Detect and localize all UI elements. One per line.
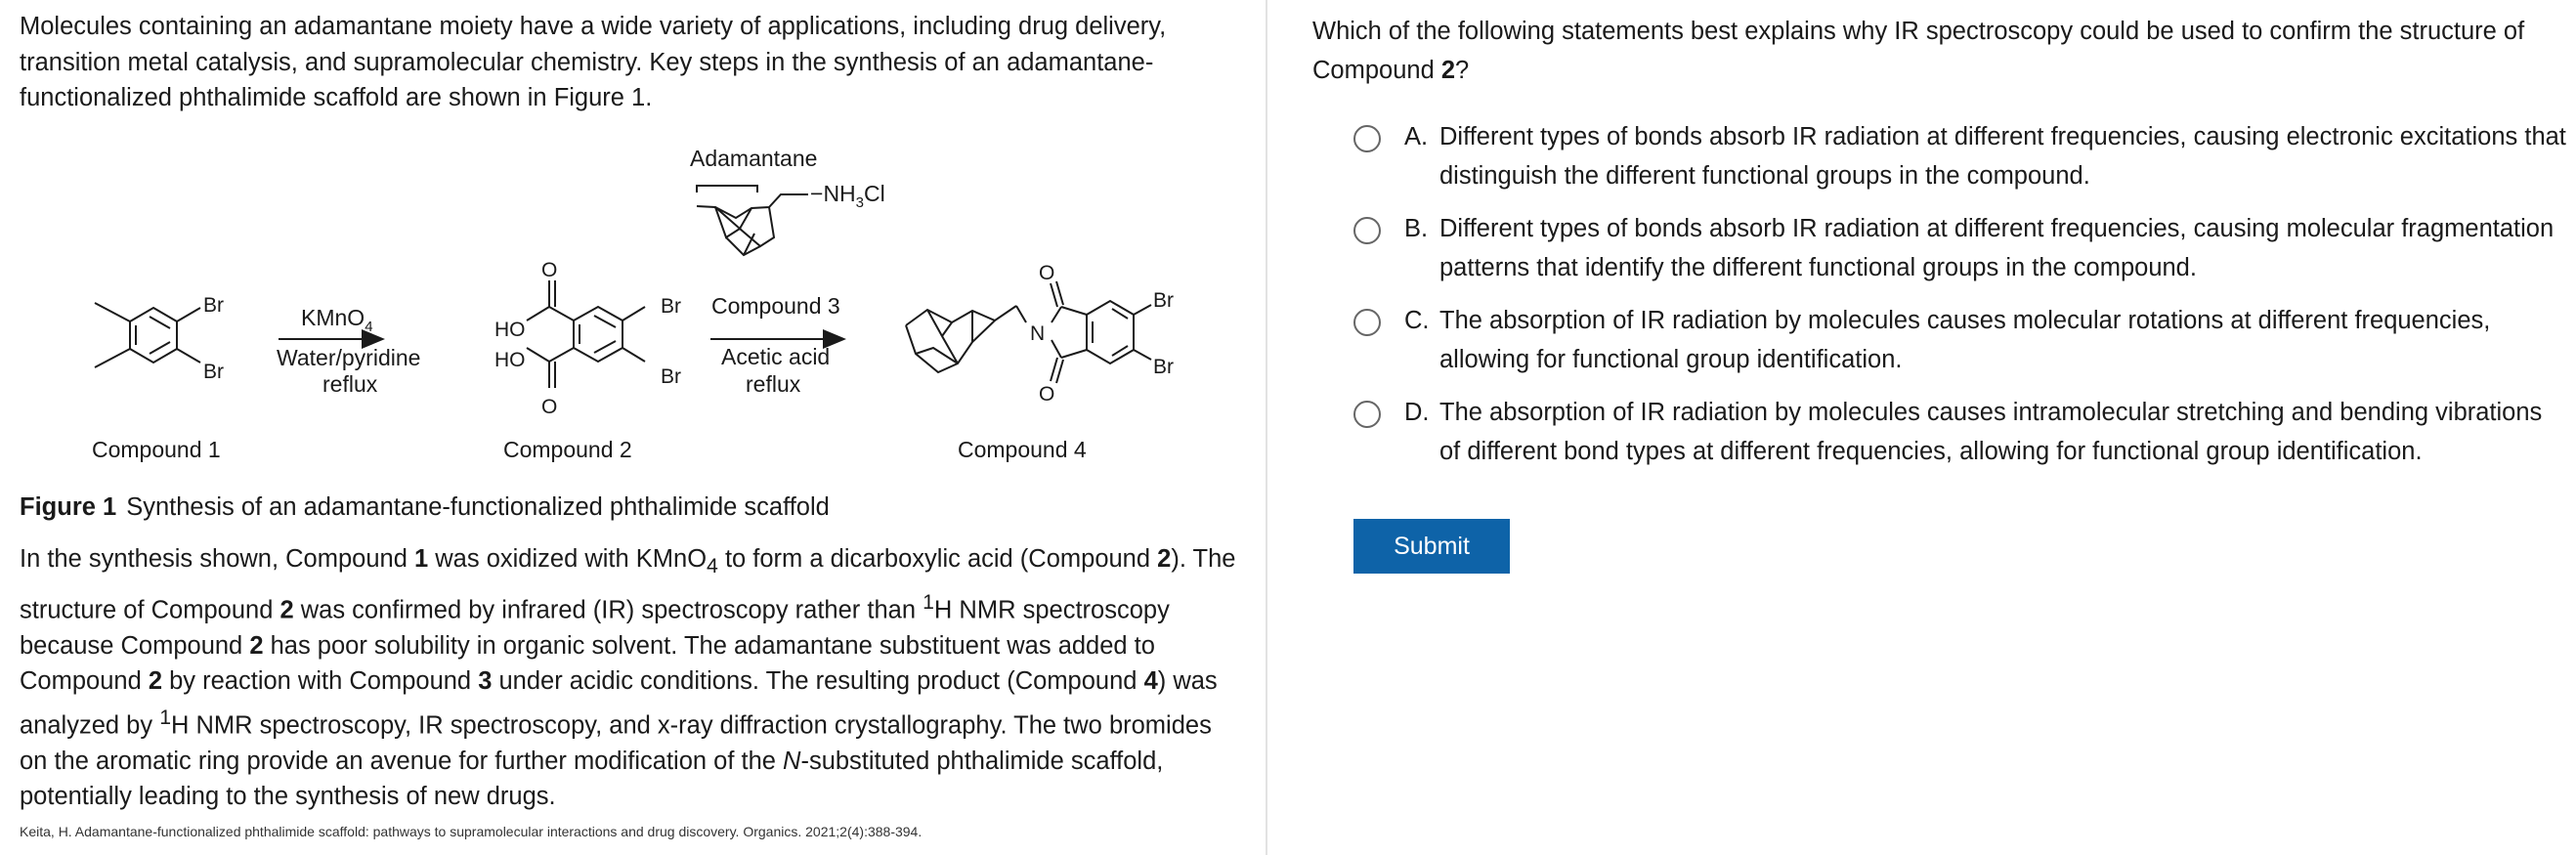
compound-4-label: Compound 4	[958, 437, 1087, 462]
compound-2-structure	[527, 280, 645, 388]
body-superscript: 1	[923, 589, 934, 614]
ammonium-label: $-NH_3Cl$	[810, 181, 885, 211]
compound-1-br-top: Br	[203, 294, 224, 317]
ammonium-nh: NH	[823, 181, 856, 206]
body-superscript: 1	[159, 705, 172, 729]
answer-options	[1353, 117, 2565, 485]
kmno-label: KMnO	[301, 305, 365, 330]
figure-caption	[20, 493, 830, 522]
compound-1-label: Compound 1	[92, 437, 221, 462]
body-bold: 3	[478, 667, 493, 696]
compound-4-adamantane	[906, 306, 1016, 372]
compound-2-o-top: O	[541, 259, 558, 281]
option-letter: C.	[1404, 307, 1430, 334]
step2-conditions-2: reflux	[746, 371, 801, 397]
body-bold: 2	[148, 667, 163, 696]
passage-panel	[0, 0, 1266, 855]
body-text: In the synthesis shown, Compound	[20, 545, 414, 573]
body-text: H NMR spectroscopy, IR spectroscopy, and x-ray diffraction crystallography. The two bromides on the aromatic ring provide an avenue for further modification of the	[20, 711, 1212, 775]
body-subscript: 4	[707, 554, 718, 578]
body-text: by reaction with Compound	[162, 667, 479, 696]
compound-2-label: Compound 2	[503, 437, 632, 462]
compound-2-br-top: Br	[661, 295, 681, 318]
caption-bold: Figure 1	[20, 493, 117, 521]
body-bold: 2	[249, 631, 264, 660]
question-stem	[1312, 12, 2554, 90]
body-italic: N	[783, 747, 801, 775]
answer-option-c[interactable]	[1353, 301, 2565, 393]
body-text: -substituted phthalimide scaffold, potentially leading to the synthesis of new drugs.	[20, 747, 1164, 811]
body-text: under acidic conditions. The resulting product (Compound	[492, 667, 1144, 696]
body-text: to form a dicarboxylic acid (Compound	[717, 545, 1158, 573]
ammonium-sub: 3	[855, 194, 865, 211]
compound-4-o-bottom: O	[1039, 383, 1055, 406]
body-text: has poor solubility in organic solvent. The adamantane substituent was added to Compound	[20, 631, 1155, 696]
compound-2-o-bottom: O	[541, 396, 558, 418]
option-letter: B.	[1404, 215, 1429, 242]
radio-button-icon[interactable]	[1353, 217, 1381, 244]
option-letter: A.	[1404, 123, 1429, 150]
body-bold: 1	[413, 545, 429, 573]
step2-conditions-1: Acetic acid	[721, 344, 831, 369]
option-letter: D.	[1404, 399, 1430, 426]
body-bold: 4	[1143, 667, 1158, 696]
compound-4-br-top: Br	[1153, 289, 1174, 312]
compound-2-ho-top: HO	[494, 319, 526, 341]
adamantane-label: Adamantane	[690, 146, 818, 171]
step1-conditions-2: reflux	[322, 371, 378, 397]
passage-body	[20, 541, 1241, 815]
answer-option-a[interactable]	[1353, 117, 2565, 209]
radio-button-icon[interactable]	[1353, 125, 1381, 152]
question-panel	[1267, 0, 2576, 855]
step1-conditions-1: Water/pyridine	[277, 345, 421, 370]
answer-option-d[interactable]	[1353, 393, 2565, 485]
radio-button-icon[interactable]	[1353, 309, 1381, 336]
option-text: The absorption of IR radiation by molecules causes molecular rotations at different frequencies, allowing for functional group identification.	[1439, 307, 2491, 373]
body-text: H NMR spectroscopy because Compound	[20, 596, 1170, 660]
ammonium-cl: Cl	[864, 181, 885, 206]
body-text: ) was analyzed by	[20, 667, 1218, 740]
compound-1-br-bottom: Br	[203, 361, 224, 383]
submit-button[interactable]: Submit	[1353, 519, 1510, 574]
body-bold: 2	[1157, 545, 1172, 573]
question-bold: 2	[1440, 57, 1456, 84]
body-text: was oxidized with KMnO	[428, 545, 708, 573]
adamantane-cage-reagent	[697, 186, 808, 255]
option-text: The absorption of IR radiation by molecules causes intramolecular stretching and bending vibrations of different bond types at different frequencies, allowing for functional group identification.	[1439, 399, 2543, 465]
citation: Keita, H. Adamantane-functionalized phthalimide scaffold: pathways to supramolecular interactions and drug discovery. Organics. 2021;2(4):388-394.	[20, 824, 923, 839]
kmno-sub: 4	[365, 319, 373, 335]
body-text: ). The structure of Compound	[20, 545, 1236, 624]
answer-option-b[interactable]	[1353, 209, 2565, 301]
option-text: Different types of bonds absorb IR radiation at different frequencies, causing electronic excitations that distinguish the different functional groups in the compound.	[1439, 123, 2566, 190]
radio-button-icon[interactable]	[1353, 401, 1381, 428]
body-bold: 2	[279, 596, 294, 624]
step1-reagent	[301, 305, 373, 335]
compound-2-ho-bottom: HO	[494, 349, 526, 371]
compound-2-br-bottom: Br	[661, 365, 681, 388]
step2-reagent: Compound 3	[711, 293, 840, 319]
passage-intro: Molecules containing an adamantane moiety have a wide variety of applications, including drug delivery, transition metal catalysis, and supramolecular chemistry. Key steps in the synthesis of an adamantane-functionalized phthalimide scaffold are shown in Figure 1.	[20, 13, 1167, 111]
body-text: was confirmed by infrared (IR) spectroscopy rather than	[293, 596, 923, 624]
synthesis-figure	[20, 137, 1202, 479]
caption-text: Synthesis of an adamantane-functionalized phthalimide scaffold	[126, 493, 830, 521]
compound-1-structure	[95, 303, 200, 367]
compound-4-br-bottom: Br	[1153, 356, 1174, 378]
question-text: ?	[1455, 57, 1470, 84]
question-text: Which of the following statements best explains why IR spectroscopy could be used to confirm the structure of Compound	[1312, 18, 2525, 84]
compound-4-o-top: O	[1039, 262, 1055, 284]
compound-4-n: N	[1030, 322, 1046, 345]
option-text: Different types of bonds absorb IR radiation at different frequencies, causing molecular fragmentation patterns that identify the different functional groups in the compound.	[1439, 215, 2555, 281]
